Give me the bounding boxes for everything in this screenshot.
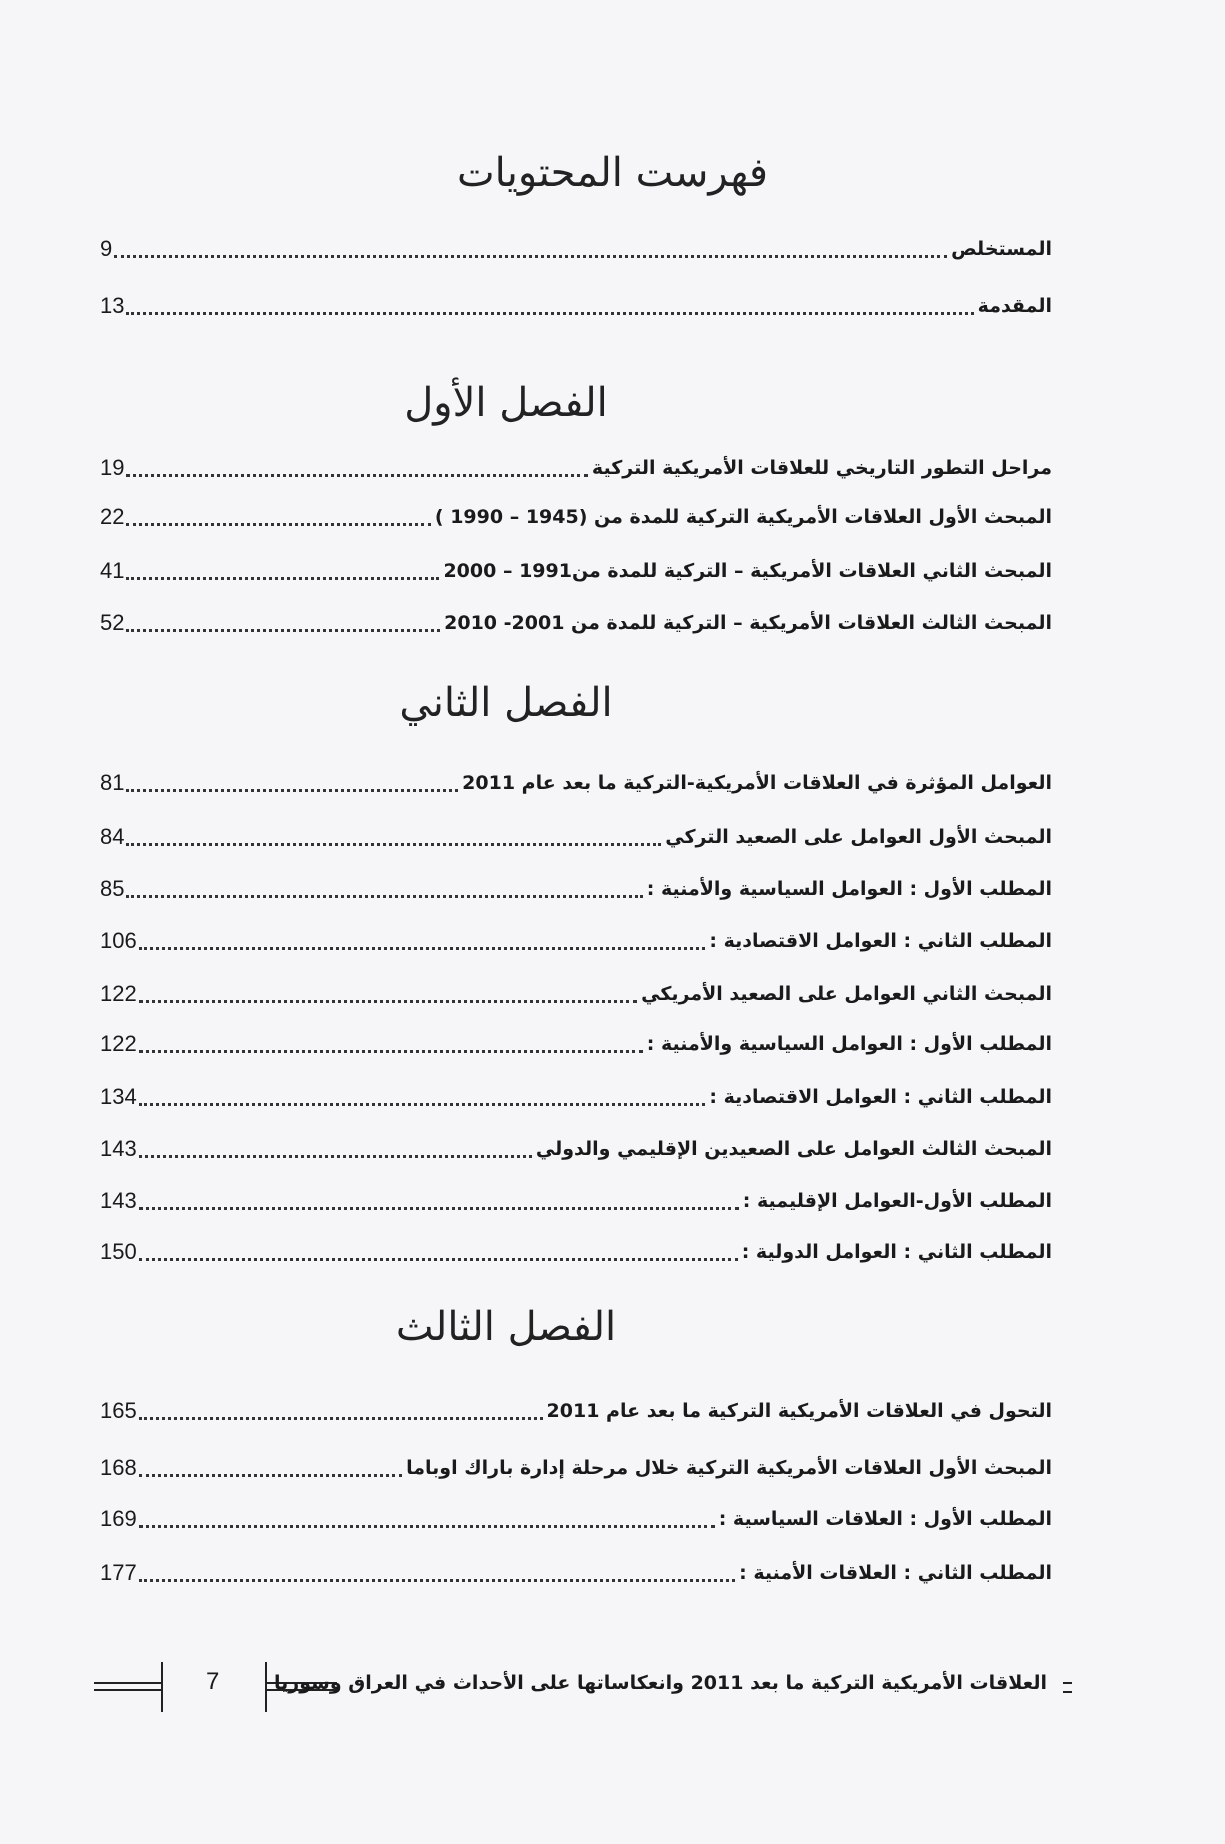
- entry-label: المطلب الأول : العوامل السياسية والأمنية :: [646, 878, 1052, 900]
- toc-entry: [100, 1394, 1052, 1428]
- toc-entry: [100, 500, 1052, 534]
- entry-page: 165: [100, 1398, 137, 1423]
- entry-label: المطلب الثاني : العوامل الدولية :: [741, 1241, 1052, 1263]
- toc-entry: [100, 1184, 1052, 1218]
- dot-leader: [126, 789, 458, 792]
- entry-page: 85: [100, 876, 125, 901]
- toc-entry: [100, 977, 1052, 1011]
- dot-leader: [139, 947, 706, 950]
- entry-label: المطلب الأول : العلاقات السياسية :: [718, 1508, 1052, 1530]
- dot-leader: [139, 1258, 738, 1261]
- toc-entry: [100, 232, 1052, 266]
- entry-page: 9: [100, 236, 113, 261]
- entry-label: المبحث الثاني العلاقات الأمريكية – التركية للمدة من1991 – 2000: [443, 560, 1052, 582]
- entry-label: المبحث الأول العلاقات الأمريكية التركية خلال مرحلة إدارة باراك اوباما: [406, 1457, 1052, 1479]
- toc-title: فهرست المحتويات: [456, 150, 769, 196]
- entry-label: المطلب الثاني : العلاقات الأمنية :: [739, 1562, 1052, 1584]
- entry-page: 168: [100, 1455, 137, 1480]
- entry-page: 177: [100, 1560, 137, 1585]
- page-number: 7: [206, 1668, 220, 1695]
- dot-leader: [126, 312, 973, 315]
- toc-entry: [100, 554, 1052, 588]
- dot-leader: [126, 577, 439, 580]
- entry-label: العوامل المؤثرة في العلاقات الأمريكية-التركية ما بعد عام 2011: [462, 772, 1052, 794]
- dot-leader: [126, 523, 430, 526]
- entry-label: المقدمة: [977, 295, 1052, 317]
- dot-leader: [126, 895, 642, 898]
- dot-leader: [139, 1207, 739, 1210]
- entry-page: 41: [100, 558, 125, 583]
- entry-label: المطلب الثاني : العوامل الاقتصادية :: [709, 930, 1052, 952]
- footer-divider: [161, 1662, 163, 1712]
- entry-page: 22: [100, 504, 125, 529]
- entry-label: المبحث الثالث العلاقات الأمريكية – التركية للمدة من 2001- 2010: [444, 612, 1052, 634]
- toc-entry: [100, 766, 1052, 800]
- entry-label: التحول في العلاقات الأمريكية التركية ما بعد عام 2011: [546, 1400, 1052, 1422]
- entry-page: 52: [100, 610, 125, 635]
- dot-leader: [139, 1000, 637, 1003]
- chapter-heading: الفصل الأول: [404, 380, 608, 426]
- entry-page: 106: [100, 928, 137, 953]
- footer-rule: [94, 1682, 162, 1691]
- page-footer: [0, 1662, 1225, 1712]
- toc-entry: [100, 289, 1052, 323]
- entry-label: المبحث الأول العوامل على الصعيد التركي: [665, 826, 1052, 848]
- dot-leader: [139, 1103, 706, 1106]
- entry-page: 81: [100, 770, 125, 795]
- entry-label: المطلب الثاني : العوامل الاقتصادية :: [709, 1086, 1052, 1108]
- toc-entry: [100, 1027, 1052, 1061]
- toc-entry: [100, 606, 1052, 640]
- toc-entry: [100, 1235, 1052, 1269]
- entry-page: 134: [100, 1084, 137, 1109]
- entry-page: 122: [100, 1031, 137, 1056]
- entry-label: المطلب الأول : العوامل السياسية والأمنية :: [646, 1033, 1052, 1055]
- dot-leader: [114, 255, 947, 258]
- dot-leader: [139, 1525, 715, 1528]
- entry-label: المستخلص: [951, 238, 1052, 260]
- chapter-heading: الفصل الثاني: [399, 680, 613, 726]
- entry-label: المبحث الثاني العوامل على الصعيد الأمريكي: [641, 983, 1052, 1005]
- entry-page: 122: [100, 981, 137, 1006]
- entry-page: 143: [100, 1188, 137, 1213]
- toc-entry: [100, 1451, 1052, 1485]
- dot-leader: [139, 1155, 532, 1158]
- entry-page: 169: [100, 1506, 137, 1531]
- entry-page: 84: [100, 824, 125, 849]
- running-title: العلاقات الأمريكية التركية ما بعد 2011 وانعكاساتها على الأحداث في العراق وسوريا: [274, 1672, 1047, 1694]
- entry-page: 143: [100, 1136, 137, 1161]
- toc-entry: [100, 820, 1052, 854]
- dot-leader: [126, 474, 587, 477]
- entry-page: 150: [100, 1239, 137, 1264]
- dot-leader: [139, 1050, 643, 1053]
- toc-entry: [100, 1502, 1052, 1536]
- entry-page: 19: [100, 455, 125, 480]
- entry-label: المبحث الأول العلاقات الأمريكية التركية للمدة من (1945 – 1990 ): [434, 506, 1052, 528]
- toc-entry: [100, 1080, 1052, 1114]
- toc-entry: [100, 1132, 1052, 1166]
- toc-entry: [100, 1556, 1052, 1590]
- toc-entry: [100, 451, 1052, 485]
- dot-leader: [139, 1579, 735, 1582]
- entry-page: 13: [100, 293, 125, 318]
- entry-label: المطلب الأول-العوامل الإقليمية :: [742, 1190, 1052, 1212]
- entry-label: المبحث الثالث العوامل على الصعيدين الإقليمي والدولي: [535, 1138, 1052, 1160]
- dot-leader: [139, 1417, 543, 1420]
- dot-leader: [139, 1474, 402, 1477]
- entry-label: مراحل التطور التاريخي للعلاقات الأمريكية التركية: [591, 457, 1052, 479]
- dot-leader: [126, 629, 440, 632]
- dot-leader: [126, 843, 661, 846]
- toc-entry: [100, 924, 1052, 958]
- toc-entry: [100, 872, 1052, 906]
- chapter-heading: الفصل الثالث: [395, 1304, 617, 1350]
- bullet-icon: [1063, 1682, 1072, 1693]
